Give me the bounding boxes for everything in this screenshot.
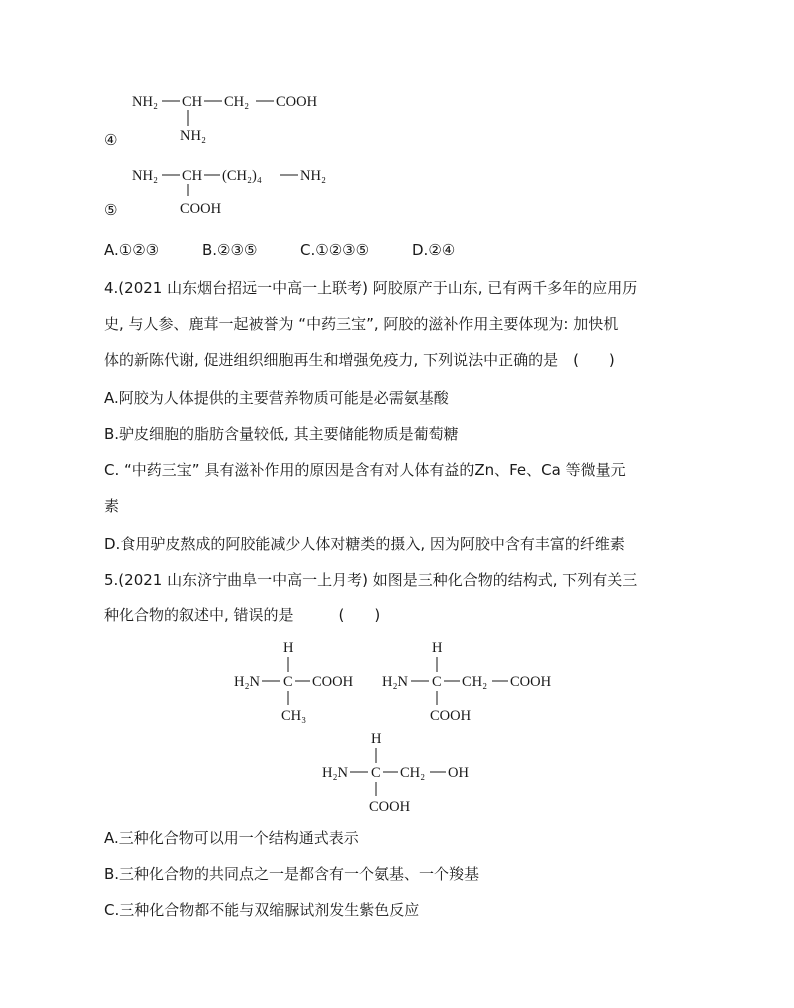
compound-2-cooh-bottom: COOH (430, 708, 472, 724)
q3-option-d: D.②④ (412, 241, 456, 259)
formula-4-ch2: CH₂ (224, 94, 250, 110)
q4-option-b: B.驴皮细胞的脂肪含量较低, 其主要储能物质是葡萄糖 (104, 425, 459, 443)
compound-3-h2n: H₂N (322, 765, 348, 781)
compound-1-cooh: COOH (312, 674, 354, 690)
compound-3-structure (318, 727, 498, 817)
compound-3-oh: OH (448, 765, 469, 781)
formula-5-nh2: NH₂ (132, 168, 158, 184)
compound-2-cooh-right: COOH (510, 674, 552, 690)
formula-5-chain: (CH₂)₄ (222, 168, 262, 184)
q5-option-a: A.三种化合物可以用一个结构通式表示 (104, 829, 359, 847)
compound-2-ch2: CH₂ (462, 674, 488, 690)
compound-1-ch3: CH₃ (281, 708, 307, 724)
q4-stem-line1: 4.(2021 山东烟台招远一中高一上联考) 阿胶原产于山东, 已有两千多年的应用历 (104, 279, 638, 297)
q3-option-a: A.①②③ (104, 241, 160, 259)
formula-5-ch: CH (182, 168, 203, 184)
compound-3-h: H (371, 731, 382, 747)
q3-option-b: B.②③⑤ (202, 241, 258, 259)
q5-stem-line2: 种化合物的叙述中, 错误的是 ( ) (104, 606, 381, 624)
q5-option-c: C.三种化合物都不能与双缩脲试剂发生紫色反应 (104, 901, 420, 919)
q4-option-a: A.阿胶为人体提供的主要营养物质可能是必需氨基酸 (104, 389, 449, 407)
q5-stem-line1: 5.(2021 山东济宁曲阜一中高一上月考) 如图是三种化合物的结构式, 下列有关三 (104, 571, 638, 589)
compound-2-structure (380, 636, 580, 726)
q3-option-c: C.①②③⑤ (300, 241, 370, 259)
formula-5-sub-cooh: COOH (180, 201, 222, 217)
structural-formula-4 (120, 88, 360, 148)
q5-option-b: B.三种化合物的共同点之一是都含有一个氨基、一个羧基 (104, 865, 480, 883)
formula-5-marker: ⑤ (104, 201, 118, 219)
q4-option-c-line1: C. “中药三宝” 具有滋补作用的原因是含有对人体有益的Zn、Fe、Ca 等微量元 (104, 461, 626, 479)
compound-3-ch2: CH₂ (400, 765, 426, 781)
formula-4-sub-nh2: NH₂ (180, 128, 206, 144)
compound-2-c: C (432, 674, 442, 690)
formula-5-nh2-end: NH₂ (300, 168, 326, 184)
compound-3-c: C (371, 765, 381, 781)
compound-1-structure (230, 636, 380, 726)
structural-formula-5 (120, 162, 380, 222)
formula-4-ch: CH (182, 94, 203, 110)
compound-1-h: H (283, 640, 294, 656)
compound-1-c: C (283, 674, 293, 690)
compound-2-h2n: H₂N (382, 674, 408, 690)
formula-4-cooh: COOH (276, 94, 318, 110)
compound-1-h2n: H₂N (234, 674, 260, 690)
q4-stem-line3: 体的新陈代谢, 促进组织细胞再生和增强免疫力, 下列说法中正确的是 ( ) (104, 351, 615, 369)
q4-stem-line2: 史, 与人参、鹿茸一起被誉为 “中药三宝”, 阿胶的滋补作用主要体现为: 加快机 (104, 315, 619, 333)
compound-3-cooh: COOH (369, 799, 411, 815)
compound-2-h: H (432, 640, 443, 656)
formula-4-nh2: NH₂ (132, 94, 158, 110)
q4-option-d: D.食用驴皮熬成的阿胶能减少人体对糖类的摄入, 因为阿胶中含有丰富的纤维素 (104, 535, 625, 553)
formula-4-marker: ④ (104, 131, 118, 149)
q4-option-c-line2: 素 (104, 497, 120, 515)
